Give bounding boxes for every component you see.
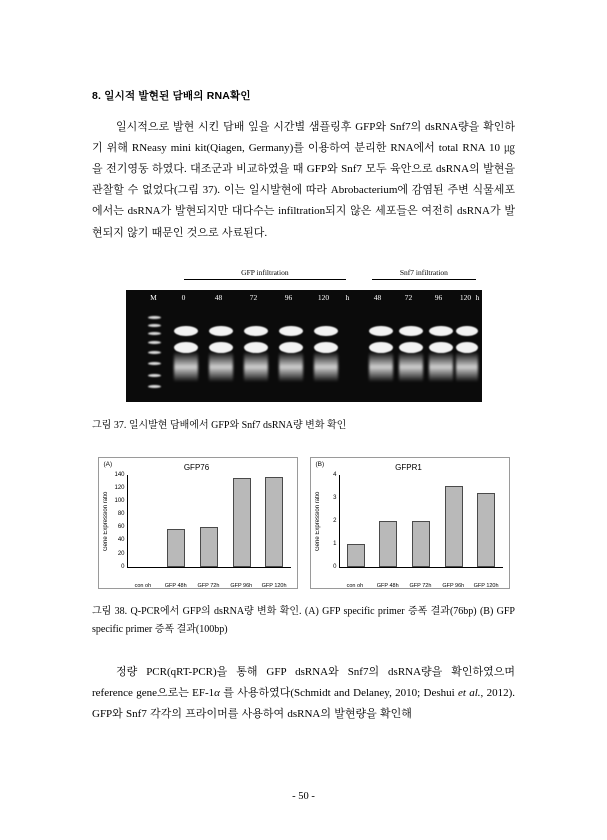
- chart-a-ytick: 60: [117, 524, 125, 531]
- chart-b-ytick: 4: [333, 471, 337, 478]
- gel-group-gfp-rule: [184, 279, 347, 280]
- figure-37: [92, 268, 515, 402]
- ladder-band: [148, 332, 161, 335]
- ladder-band: [148, 324, 161, 327]
- gel-lane-label-1: 0: [181, 292, 186, 302]
- gel-smear: [174, 352, 198, 382]
- ladder-band: [148, 351, 161, 354]
- chart-a-bars: [128, 475, 291, 567]
- chart-a-ytick: 0: [121, 563, 125, 570]
- chart-b-xlabel: con oh: [346, 582, 364, 589]
- gel-lane-labels: [126, 290, 482, 305]
- gel-lane-label-4: 96: [284, 292, 293, 302]
- chart-a-title: GFP76: [183, 462, 210, 472]
- chart-a-ytick: 20: [117, 550, 125, 557]
- chart-a-ytick: 120: [114, 484, 125, 491]
- paragraph-intro-text: 일시적으로 발현 시킨 담배 잎을 시간별 샘플링후 GFP와 Snf7의 dsRNA량을 확인하기 위해 RNeasy mini kit(Qiagen, Germany)를 이용하여 분리한 RNA에서 total RNA 10 ㎍을 전기영동 하였다. 대조군과 비교하였을 때 GFP와 Snf7 모두 육안으로 dsRNA의 발현을 관찰할 수 없었다(그림 37). 이는 일시발현에 따라 Abrobacterium에 감염된 주변 식물세포에서는 dsRNA가 발현되지만 대다수는 infiltration되지 않은 세포들은 여전히 dsRNA가 발현되지 않기 때문인 것으로 사료된다.: [92, 121, 515, 239]
- page-title: 8. 일시적 발현된 담배의 RNA확인: [92, 90, 251, 102]
- figure-38: [92, 457, 515, 589]
- chart-b-bar: [412, 521, 430, 567]
- gel-smear: [244, 352, 268, 382]
- chart-a-bar: [265, 477, 283, 567]
- gel-band: [456, 326, 478, 336]
- chart-b-yticks: [321, 471, 339, 570]
- chart-a-plot: [127, 475, 291, 568]
- gel-smear: [314, 352, 338, 382]
- gel-smear: [209, 352, 233, 382]
- gel-group-snf7-rule: [372, 279, 475, 280]
- chart-panel-b: [310, 457, 510, 589]
- figure-38-caption: 그림 38. Q-PCR에서 GFP의 dsRNA량 변화 확인. (A) GFP specific primer 증폭 결과(76bp) (B) GFP specific primer 증폭 결과(100bp): [92, 605, 515, 636]
- chart-a-xlabels: [127, 581, 291, 589]
- gel-lane-label-8: 72: [404, 292, 413, 302]
- gel-smear: [399, 352, 423, 382]
- paragraph-closing-c: , 2012). GFP와 Snf7 각각의 프라이머를 사용하여 dsRNA의 발현량을 확인해: [92, 686, 516, 720]
- chart-a-ylabel: Gene Expression ratio: [102, 490, 109, 551]
- gel-lane-label-10: 120: [459, 292, 472, 302]
- chart-a-xlabel: GFP 96h: [230, 582, 253, 589]
- gel-smear: [279, 352, 303, 382]
- chart-b-xlabel: GFP 48h: [376, 582, 399, 589]
- gel-band: [314, 326, 338, 336]
- gel-lane-label-5: 120: [317, 292, 330, 302]
- chart-a-inner: [103, 473, 291, 581]
- chart-b-bar: [379, 521, 397, 567]
- chart-b-ytick: 1: [333, 540, 337, 547]
- chart-b-bar: [347, 544, 365, 567]
- gel-smear: [429, 352, 453, 382]
- gel-lane-label-7: 48: [373, 292, 382, 302]
- chart-b-bar: [445, 486, 463, 567]
- paragraph-closing-etal: et al.: [457, 686, 481, 699]
- gel-smear: [456, 352, 478, 382]
- gel-lane-label-0: M: [150, 292, 157, 302]
- gel-group-snf7: [366, 268, 481, 290]
- chart-b-inner: [315, 473, 503, 581]
- chart-b-ytick: 0: [333, 563, 337, 570]
- gel-lane-label-11: h: [475, 292, 480, 302]
- gel-group-gfp-label: GFP infiltration: [241, 267, 289, 277]
- ladder-band: [148, 374, 161, 377]
- chart-b-bars: [340, 475, 503, 567]
- chart-b-xlabels: [339, 581, 503, 589]
- chart-a-bar: [233, 478, 251, 567]
- chart-a-yticks: [109, 471, 127, 570]
- chart-a-xlabel: GFP 120h: [261, 582, 287, 589]
- ladder-band: [148, 385, 161, 388]
- chart-a-bar: [167, 529, 185, 567]
- chart-a-ytick: 100: [114, 497, 125, 504]
- gel-lane-label-2: 48: [214, 292, 223, 302]
- chart-b-plot: [339, 475, 503, 568]
- gel-lane-label-9: 96: [434, 292, 443, 302]
- chart-b-xlabel: GFP 72h: [409, 582, 432, 589]
- chart-b-panel-tag: (B): [315, 460, 325, 468]
- chart-b-ylabel: Gene Expression ratio: [314, 490, 321, 551]
- gel-lane-label-3: 72: [249, 292, 258, 302]
- chart-a-bar: [200, 527, 218, 566]
- chart-a-panel-tag: (A): [103, 460, 113, 468]
- gel-image: [126, 290, 482, 402]
- gel-group-labels: [126, 268, 482, 290]
- gel-band: [174, 326, 198, 336]
- ladder-band: [148, 362, 161, 365]
- paragraph-closing-alpha: α: [214, 686, 220, 699]
- paragraph-closing-a: 정량 PCR(qRT-PCR)을 통해 GFP dsRNA와 Snf7의 dsRNA량을 확인하였으며 reference gene으로는 EF-1: [92, 665, 515, 699]
- gel-band: [399, 326, 423, 336]
- gel-band: [279, 326, 303, 336]
- gel-figure-container: [126, 268, 482, 402]
- chart-a-xlabel: GFP 72h: [197, 582, 220, 589]
- chart-a-ytick: 40: [117, 537, 125, 544]
- gel-group-gfp: [178, 268, 353, 290]
- gel-band: [369, 326, 393, 336]
- ladder-band: [148, 341, 161, 344]
- chart-b-ytick: 2: [333, 517, 337, 524]
- chart-a-ytick: 140: [114, 471, 125, 478]
- chart-b-xlabel: GFP 120h: [473, 582, 499, 589]
- gel-group-snf7-label: Snf7 infiltration: [399, 267, 448, 277]
- chart-b-title: GFPR1: [395, 462, 422, 472]
- ladder-band: [148, 316, 161, 319]
- chart-a-ytick: 80: [117, 511, 125, 518]
- chart-b-bar: [477, 493, 495, 567]
- chart-a-xaxis-row: [127, 581, 291, 589]
- gel-band: [244, 326, 268, 336]
- paragraph-closing: [92, 662, 515, 725]
- chart-a-xlabel: GFP 48h: [164, 582, 187, 589]
- page-number: - 50 -: [292, 791, 315, 802]
- paragraph-intro: [92, 117, 515, 244]
- chart-a-xlabel: con oh: [134, 582, 152, 589]
- gel-smear: [369, 352, 393, 382]
- figure-37-caption: 그림 37. 일시발현 담배에서 GFP와 Snf7 dsRNA량 변화 확인: [92, 419, 347, 431]
- chart-panel-a: [98, 457, 298, 589]
- chart-b-ytick: 3: [333, 494, 337, 501]
- chart-b-xlabel: GFP 96h: [442, 582, 465, 589]
- chart-b-xaxis-row: [339, 581, 503, 589]
- gel-band: [209, 326, 233, 336]
- paragraph-closing-b: 를 사용하였다(Schmidt and Delaney, 2010; Deshui: [219, 686, 458, 699]
- gel-lane-label-6: h: [345, 292, 350, 302]
- gel-band: [429, 326, 453, 336]
